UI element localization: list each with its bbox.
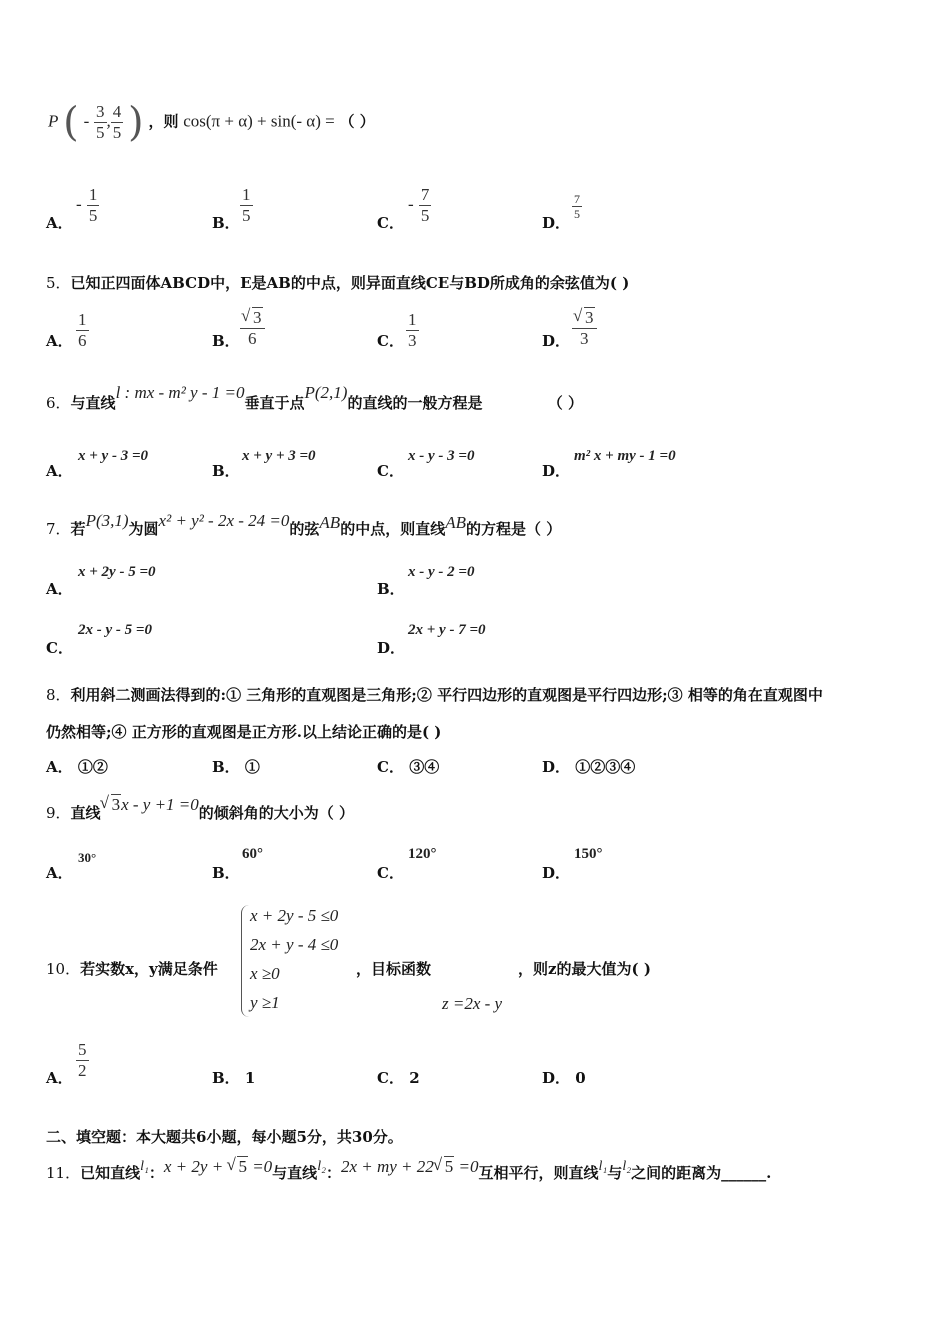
q6-point: P(2,1) — [304, 383, 348, 402]
q10-stem-pre: 10．若实数x，y满足条件 — [46, 960, 218, 978]
q8-stem-line2: 仍然相等;④ 正方形的直观图是正方形.以上结论正确的是( ) — [46, 723, 442, 741]
q10-option-b[interactable]: B． 1 — [212, 1069, 256, 1087]
q7-chord-label: AB — [319, 513, 341, 532]
q7-option-d-value: 2x + y - 7 =0 — [408, 622, 486, 638]
q7-point: P(3,1) — [85, 511, 129, 530]
q4-left-paren: ( — [63, 99, 79, 146]
q10-condition-2: 2x + y - 4 ≤0 — [250, 935, 339, 954]
q9-option-c[interactable]: C． — [377, 864, 404, 882]
q8-option-c[interactable]: C． ③④ — [377, 758, 440, 776]
q6-option-b[interactable]: B． — [212, 462, 240, 480]
q6-line-equation: l : mx - m² y - 1 =0 — [115, 383, 245, 402]
q8-option-a[interactable]: A． ①② — [46, 758, 108, 776]
q10-option-d[interactable]: D． 0 — [542, 1069, 586, 1087]
q10-option-a-value: $\frac{5}{2}$ — [78, 1040, 87, 1080]
q9-option-c-value: 120° — [408, 846, 437, 862]
q10-objective-label: ，目标函数 — [356, 960, 432, 978]
q7-line-label: AB — [445, 513, 466, 532]
q7-option-a-value: x + 2y - 5 =0 — [78, 564, 156, 580]
q7-option-b-value: x - y - 2 =0 — [408, 564, 475, 580]
q6-stem: 6．与直线l : mx - m² y - 1 =0垂直于点P(2,1)的直线的一般方程是 （ ） — [46, 383, 583, 412]
q9-line-equation: √ 3x - y +1 =0 — [101, 795, 199, 814]
q9-option-d[interactable]: D． — [542, 864, 571, 882]
q10-condition-4: y ≥1 — [250, 993, 280, 1012]
q11-line2-label-b: l₂ — [622, 1159, 632, 1174]
q11-line1-equation: x + 2y + √ 5 =0 — [164, 1157, 272, 1176]
q9-option-b[interactable]: B． — [212, 864, 240, 882]
q10-condition-1: x + 2y - 5 ≤0 — [250, 906, 339, 925]
q4-point-label: P — [48, 111, 59, 131]
q10-stem-post: ，则z的最大值为( ) — [518, 960, 651, 978]
q11-line1-label: l₁ — [140, 1159, 149, 1174]
q4-option-d-value: $\frac{7}{5}$ — [574, 192, 580, 221]
q6-option-c[interactable]: C． — [377, 462, 404, 480]
q9-stem: 9．直线√ 3x - y +1 =0的倾斜角的大小为（ ） — [46, 802, 354, 823]
q5-option-b-value: √ $\frac{3}{6}$ — [240, 308, 265, 349]
q9-option-b-value: 60° — [242, 846, 263, 862]
q8-option-d[interactable]: D． ①②③④ — [542, 758, 636, 776]
q11-line2-label: l₂ — [317, 1159, 326, 1174]
q10-condition-3: x ≥0 — [250, 964, 280, 983]
q6-option-a[interactable]: A． — [46, 462, 73, 480]
q7-option-c-value: 2x - y - 5 =0 — [78, 622, 152, 638]
q7-stem: 7．若P(3,1)为圆x² + y² - 2x - 24 =0的弦AB的中点，则直线AB的方程是（ ） — [46, 511, 562, 538]
q5-option-b[interactable]: B． — [212, 332, 240, 350]
q10-objective: z =2x - y — [442, 994, 503, 1013]
q5-option-d[interactable]: D． — [542, 332, 571, 350]
q10-option-a[interactable]: A． — [46, 1069, 73, 1087]
q11-line1-label-b: l₁ — [598, 1159, 608, 1174]
q4-fraction-y: $\frac{4}{5}$ — [112, 102, 122, 142]
q9-option-a[interactable]: A． — [46, 864, 73, 882]
q6-option-d-value: m² x + my - 1 =0 — [574, 448, 676, 464]
q5-option-c-value: $\frac{1}{3}$ — [408, 310, 417, 350]
q9-option-d-value: 150° — [574, 846, 603, 862]
q5-option-a-value: $\frac{1}{6}$ — [78, 310, 87, 350]
q11-line2-equation: 2x + my + 22√ 5 =0 — [341, 1157, 479, 1176]
q9-option-a-value: 30° — [78, 850, 97, 865]
q7-circle-equation: x² + y² - 2x - 24 =0 — [158, 511, 290, 530]
q6-option-a-value: x + y - 3 =0 — [78, 448, 148, 464]
q4-fraction-x: $\frac{3}{5}$ — [96, 102, 105, 142]
q4-option-b-value: $\frac{1}{5}$ — [242, 185, 251, 225]
q8-stem-line1: 8．利用斜二测画法得到的:① 三角形的直观图是三角形;② 平行四边形的直观图是平行四边形;③ 相等的角在直观图中 — [46, 686, 823, 704]
q7-option-b[interactable]: B． — [377, 580, 405, 598]
q4-option-b[interactable]: B． — [212, 214, 240, 232]
q4-option-a[interactable]: A． — [46, 214, 73, 232]
q8-option-b[interactable]: B． ① — [212, 758, 260, 776]
section-2-heading: 二、填空题：本大题共6小题，每小题5分，共30分。 — [46, 1128, 403, 1146]
q5-option-c[interactable]: C． — [377, 332, 404, 350]
q4-option-d[interactable]: D． — [542, 214, 571, 232]
q10-option-c[interactable]: C． 2 — [377, 1069, 420, 1087]
q4-then: ，则 — [148, 112, 179, 131]
q4-option-a-value: - $\frac{1}{5}$ — [76, 185, 98, 225]
q5-option-d-value: √ $\frac{3}{3}$ — [572, 308, 597, 349]
q5-stem: 5．已知正四面体ABCD中，E是AB的中点，则异面直线CE与BD所成角的余弦值为( ) — [46, 274, 630, 292]
q7-option-d[interactable]: D． — [377, 639, 406, 657]
q6-option-d[interactable]: D． — [542, 462, 571, 480]
q6-option-b-value: x + y + 3 =0 — [242, 448, 316, 464]
q6-option-c-value: x - y - 3 =0 — [408, 448, 475, 464]
q4-expression: cos(π + α) + sin(- α) = — [183, 111, 335, 131]
q5-option-a[interactable]: A． — [46, 332, 73, 350]
q4-option-c[interactable]: C． — [377, 214, 404, 232]
q4-answer-paren: （ ） — [339, 112, 375, 131]
q11-stem: 11．已知直线l₁：x + 2y + √ 5 =0与直线l₂：2x + my + 22√ 5 =0互相平行，则直线l₁与l₂之间的距离为______. — [46, 1162, 771, 1183]
q4-right-paren: ) — [128, 99, 144, 146]
q4-stem: P ( - $\frac{3}{5}$ , $\frac{4}{5}$ ) ，则 cos(π + α) + sin(- α) = （ ） — [48, 99, 375, 146]
q10-constraint-brace — [241, 905, 250, 1017]
q7-option-a[interactable]: A． — [46, 580, 73, 598]
q4-option-c-value: - $\frac{7}{5}$ — [408, 185, 430, 225]
q7-option-c[interactable]: C． — [46, 639, 73, 657]
